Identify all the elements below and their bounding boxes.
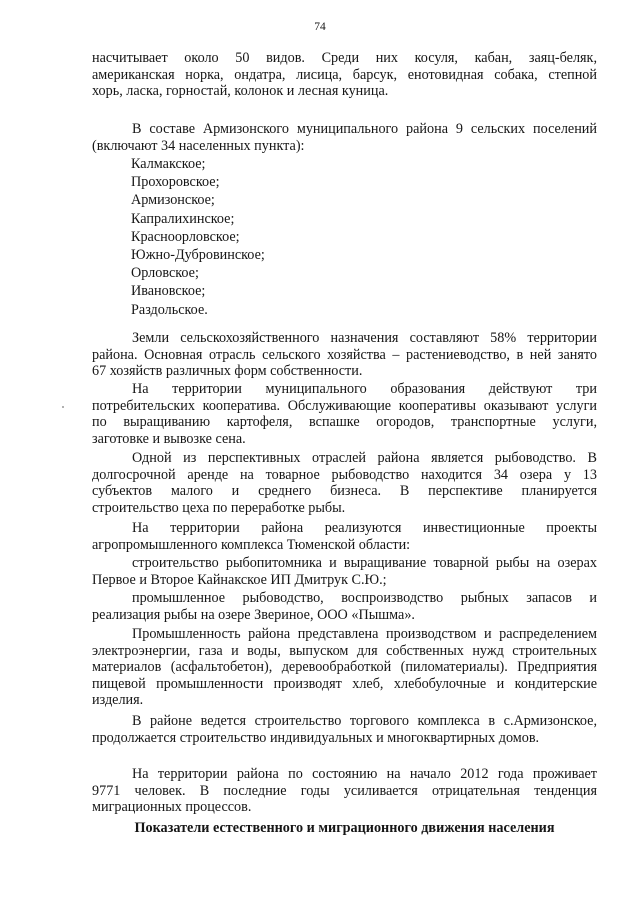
list-item: Южно-Дубровинское; — [131, 246, 265, 263]
text-line: американская норка, ондатра, лисица, барсук, енотовидная собака, степной — [92, 66, 597, 83]
text-line: На территории муниципального образования действуют три — [132, 381, 597, 397]
text-line: 67 хозяйств различных форм собственности. — [92, 363, 363, 380]
text-line: строительство рыбопитомника и выращивание товарной рыбы на озерах — [132, 555, 597, 571]
text-line: агропромышленного комплекса Тюменской области: — [92, 536, 411, 553]
paragraph-fauna — [92, 50, 597, 100]
section-heading: Показатели естественного и миграционного движения населения — [134, 820, 555, 836]
text-line: долгосрочной аренде на товарное рыбоводство находится 34 озера у 13 — [92, 466, 597, 483]
text-line: миграционных процессов. — [92, 799, 252, 816]
paragraph-investment — [92, 520, 597, 553]
text-line: потребительских кооператива. Обслуживающие кооперативы оказывают услуги — [92, 397, 597, 414]
text-line: На территории района по состоянию на начало 2012 года проживает — [132, 766, 597, 782]
paragraph-project-1 — [92, 555, 597, 588]
paragraph-agriculture — [92, 330, 597, 380]
text-line: В составе Армизонского муниципального района 9 сельских поселений — [132, 121, 597, 137]
settlements-list — [131, 155, 265, 319]
text-line: заготовке и вывозке сена. — [92, 430, 246, 447]
list-item: Калмакское; — [131, 156, 206, 172]
text-line: Промышленность района представлена производством и распределением — [132, 626, 597, 642]
paragraph-cooperatives — [92, 381, 597, 447]
text-line: субъектов малого и среднего бизнеса. В перспективе планируется — [92, 483, 597, 500]
text-line: изделия. — [92, 692, 144, 709]
text-line: по выращиванию картофеля, вспашке огородов, транспортные услуги, — [92, 414, 597, 431]
paragraph-industry — [92, 626, 597, 709]
text-line: На территории района реализуются инвестиционные проекты — [132, 520, 597, 536]
text-line: 9771 человек. В последние годы усиливается отрицательная тенденция — [92, 782, 597, 799]
page-number: 74 — [314, 21, 326, 33]
text-line: электроэнергии, газа и воды, выпуском для собственных нужд строительных — [92, 642, 597, 659]
text-line: пищевой промышленности производят хлеб, хлебобулочные и кондитерские — [92, 675, 597, 692]
paragraph-construction — [92, 713, 597, 746]
text-line: хорь, ласка, горностай, колонок и лесная куница. — [92, 83, 389, 100]
paragraph-settlements-intro — [92, 121, 597, 154]
text-line: Земли сельскохозяйственного назначения составляют 58% территории — [132, 330, 597, 346]
paragraph-project-2 — [92, 590, 597, 623]
text-line: (включают 34 населенных пункта): — [92, 137, 305, 154]
paragraph-fish-farming — [92, 450, 597, 516]
text-line: В районе ведется строительство торгового комплекса в с.Армизонское, — [132, 713, 597, 729]
list-item: Армизонское; — [131, 192, 215, 209]
text-line: промышленное рыбоводство, воспроизводство рыбных запасов и — [132, 590, 597, 606]
list-item: Капралихинское; — [131, 210, 235, 227]
list-item: Прохоровское; — [131, 174, 220, 191]
text-line: продолжается строительство индивидуальных и многоквартирных домов. — [92, 729, 540, 746]
text-line: материалов (асфальтобетон), деревообработкой (пиломатериалы). Предприятия — [92, 659, 597, 676]
list-item: Орловское; — [131, 265, 199, 282]
text-line: реализация рыбы на озере Звериное, ООО «Пышма». — [92, 606, 415, 623]
text-line: района. Основная отрасль сельского хозяйства – растениеводство, в ней занято — [92, 346, 597, 363]
text-line: насчитывает около 50 видов. Среди них косуля, кабан, заяц-беляк, — [92, 50, 597, 66]
text-line: Первое и Второе Кайнакское ИП Дмитрук С.Ю.; — [92, 571, 387, 588]
list-item: Раздольское. — [131, 301, 208, 318]
paragraph-population — [92, 766, 597, 816]
text-line: строительство цеха по переработке рыбы. — [92, 499, 346, 516]
list-item: Ивановское; — [131, 283, 206, 300]
scan-speck — [62, 406, 64, 408]
text-line: Одной из перспективных отраслей района является рыбоводство. В — [132, 450, 597, 466]
list-item: Красноорловское; — [131, 228, 240, 245]
